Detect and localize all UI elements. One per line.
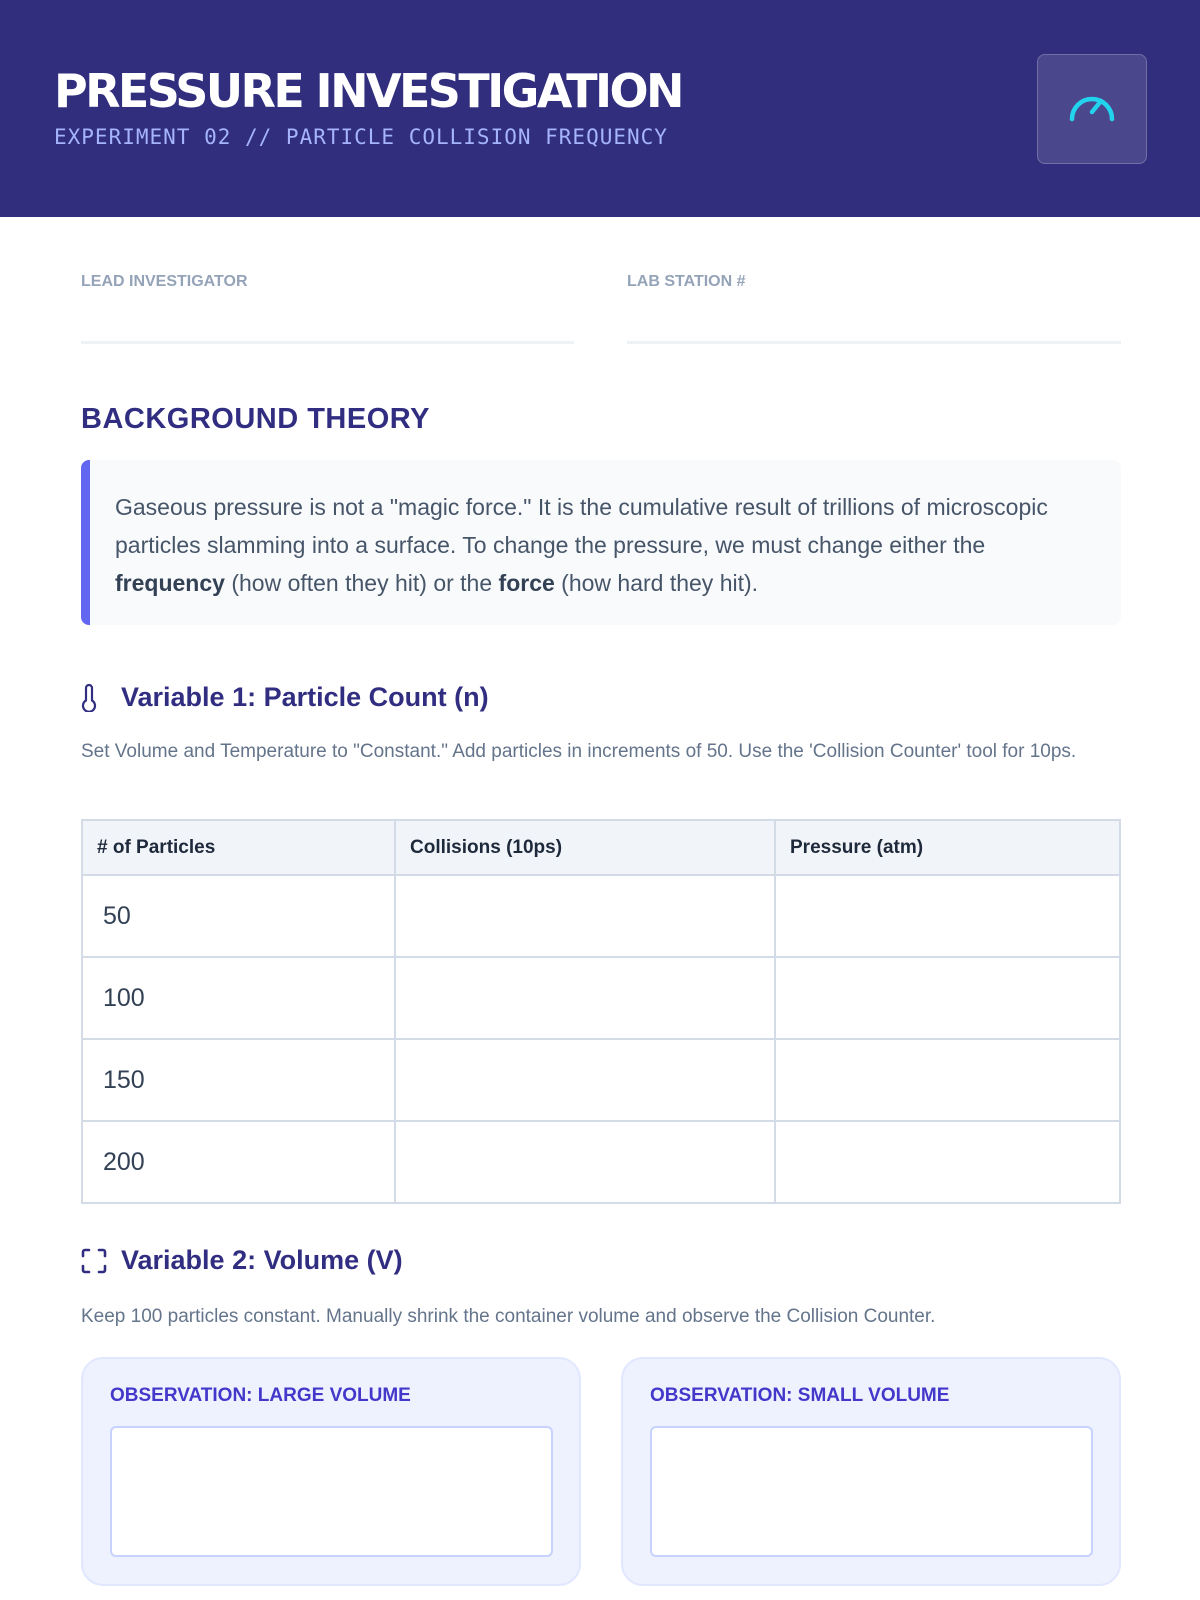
collisions-cell[interactable] — [395, 875, 775, 957]
lab-station-label: LAB STATION # — [627, 273, 746, 290]
variable2-description: Keep 100 particles constant. Manually shrink the container volume and observe the Collision Counter. — [81, 1306, 936, 1327]
column-header: Pressure (atm) — [775, 820, 1120, 875]
observation-label: OBSERVATION: LARGE VOLUME — [110, 1385, 411, 1406]
pressure-cell[interactable] — [775, 875, 1120, 957]
collisions-cell[interactable] — [395, 1039, 775, 1121]
column-header: Collisions (10ps) — [395, 820, 775, 875]
observation-card-large-volume — [81, 1357, 581, 1586]
page-title: PRESSURE INVESTIGATION — [54, 64, 682, 118]
collisions-cell[interactable] — [395, 957, 775, 1039]
pressure-cell[interactable] — [775, 1039, 1120, 1121]
lab-station-field[interactable] — [627, 341, 1121, 344]
collisions-cell[interactable] — [395, 1121, 775, 1203]
variable1-heading — [81, 682, 489, 713]
theory-bold-force: force — [498, 570, 555, 596]
observation-input-small-volume[interactable] — [650, 1426, 1093, 1557]
particles-cell: 200 — [82, 1121, 395, 1203]
table-row — [82, 875, 1120, 957]
particles-cell: 100 — [82, 957, 395, 1039]
table-row — [82, 1121, 1120, 1203]
theory-text: (how often they hit) or the — [224, 570, 499, 596]
gauge-badge — [1037, 54, 1147, 164]
variable2-title: Variable 2: Volume (V) — [121, 1245, 403, 1275]
table-row — [82, 957, 1120, 1039]
lead-investigator-label: LEAD INVESTIGATOR — [81, 273, 248, 290]
particle-count-table — [81, 819, 1121, 1204]
theory-text: (how hard they hit). — [554, 570, 759, 596]
particles-cell: 50 — [82, 875, 395, 957]
thermometer-icon — [81, 684, 97, 712]
page-header — [0, 0, 1200, 217]
variable1-description: Set Volume and Temperature to "Constant." Add particles in increments of 50. Use the 'Collision Counter' tool for 10ps. — [81, 741, 1077, 762]
particles-cell: 150 — [82, 1039, 395, 1121]
table-header-row — [82, 820, 1120, 875]
variable2-heading — [81, 1245, 403, 1276]
column-header: # of Particles — [82, 820, 395, 875]
theory-text: Gaseous pressure is not a "magic force." It is the cumulative result of trillions of microscopic particles slamming into a surface. To change the pressure, we must change either the — [115, 494, 1048, 558]
table-row — [82, 1039, 1120, 1121]
gauge-icon — [1065, 82, 1119, 136]
lead-investigator-field[interactable] — [81, 341, 574, 344]
observation-card-small-volume — [621, 1357, 1121, 1586]
pressure-cell[interactable] — [775, 957, 1120, 1039]
background-heading: BACKGROUND THEORY — [81, 403, 430, 435]
page-subtitle: EXPERIMENT 02 // PARTICLE COLLISION FREQUENCY — [54, 125, 668, 149]
variable1-title: Variable 1: Particle Count (n) — [121, 682, 489, 712]
background-theory-callout — [81, 460, 1121, 625]
observation-label: OBSERVATION: SMALL VOLUME — [650, 1385, 950, 1406]
expand-icon — [81, 1248, 107, 1274]
pressure-cell[interactable] — [775, 1121, 1120, 1203]
observation-input-large-volume[interactable] — [110, 1426, 553, 1557]
theory-bold-frequency: frequency — [115, 570, 225, 596]
